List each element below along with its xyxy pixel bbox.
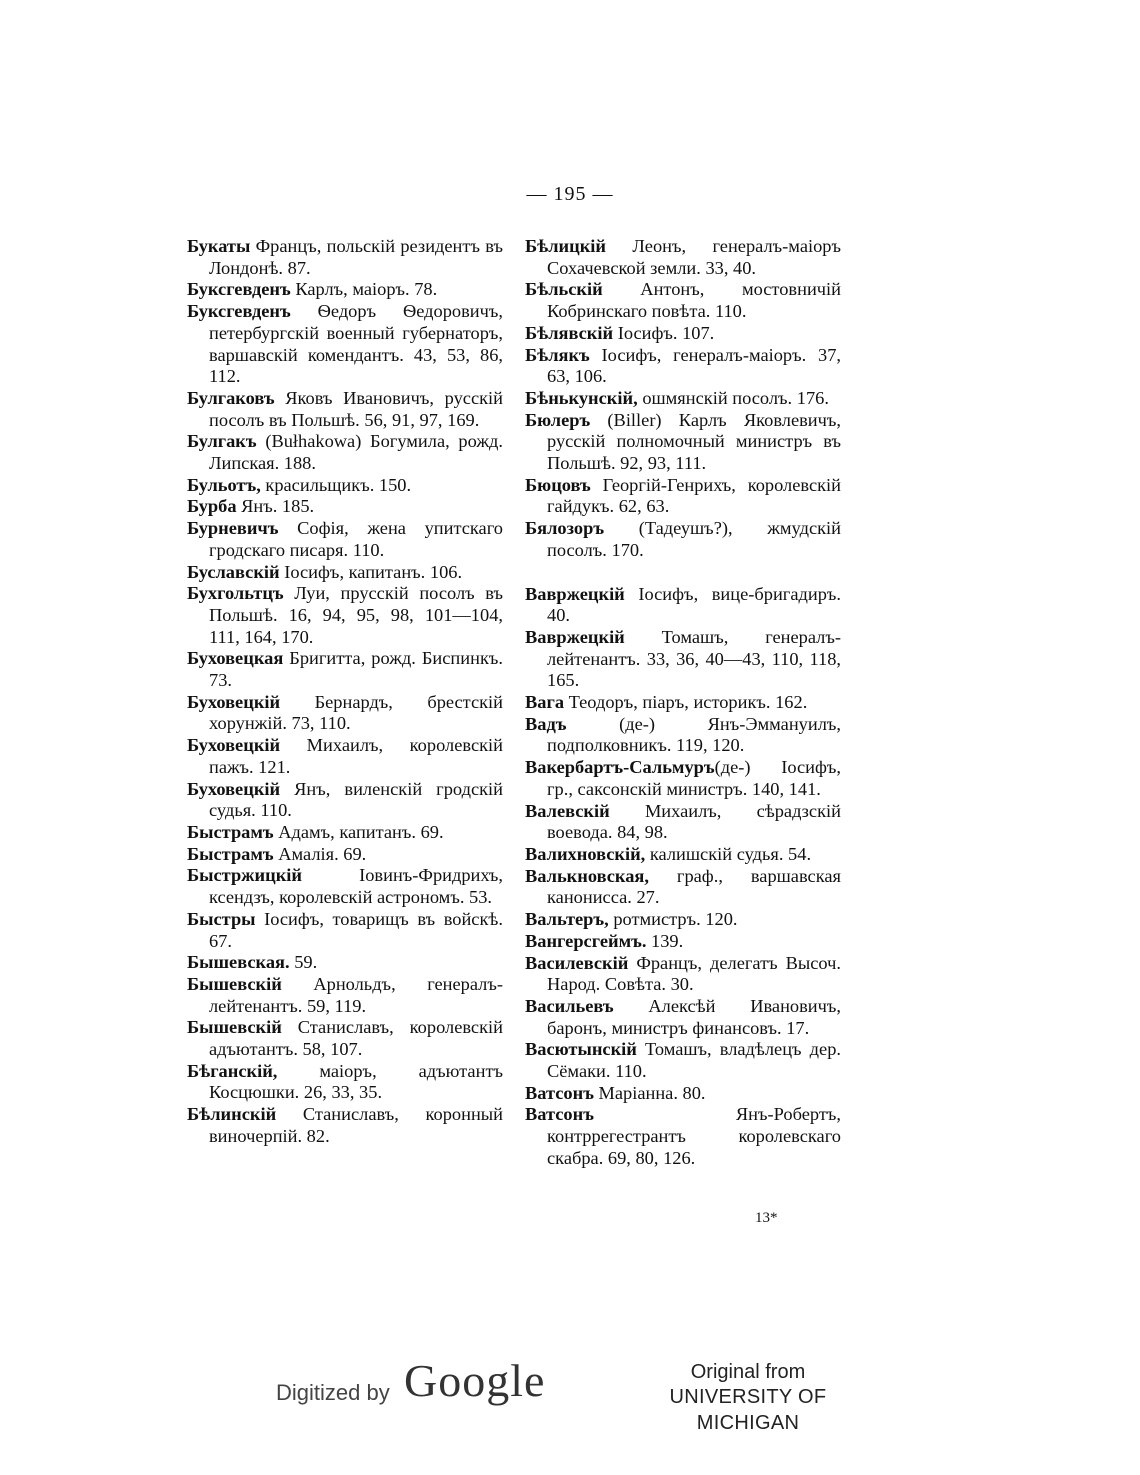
index-entry <box>187 865 503 908</box>
index-entry <box>525 757 841 800</box>
index-entry <box>187 1017 503 1060</box>
entry-headword: Бышевскій <box>187 1017 282 1038</box>
index-entry <box>187 475 503 497</box>
entry-text: Леонъ, генералъ-маіоръ Сохачевской земли. 33, 40. <box>547 236 841 278</box>
entry-headword: Бульотъ, <box>187 474 261 495</box>
entry-headword: Бышевскій <box>187 973 282 994</box>
entry-headword: Буксгевденъ <box>187 301 291 322</box>
entry-text: Іовинъ-Фридрихъ, ксендзъ, королевскій астрономъ. 53. <box>209 865 503 908</box>
entry-headword: Вальтеръ, <box>525 909 609 930</box>
entry-text: Алексѣй Ивановичъ, баронъ, министръ финансовъ. 17. <box>547 995 841 1038</box>
entry-headword: Букаты <box>187 236 251 256</box>
index-entry <box>525 323 841 345</box>
entry-text: Янъ. 185. <box>236 496 315 517</box>
index-entry <box>525 627 841 692</box>
entry-text: Янъ, виленскій гродскій судья. 110. <box>209 778 503 821</box>
entry-text: Теодоръ, піаръ, историкъ. 162. <box>564 692 808 713</box>
entry-headword: Бѣлякъ <box>525 344 590 365</box>
entry-headword: Вавржецкій <box>525 583 625 604</box>
index-entry <box>525 866 841 909</box>
entry-text: ротмистръ. 120. <box>608 909 738 930</box>
entry-text: Антонъ, мостовничій Кобринскаго повѣта. 110. <box>547 279 841 322</box>
entry-headword: Быстрамъ <box>187 843 274 864</box>
entry-headword: Ватсонъ <box>525 1082 594 1103</box>
entry-text: (де-) Янъ-Эммануилъ, подполковникъ. 119, 120. <box>547 713 841 756</box>
index-entry <box>525 475 841 518</box>
entry-headword: Бялозоръ <box>525 518 605 539</box>
index-entry <box>187 952 503 974</box>
index-entry <box>187 1061 503 1104</box>
entry-text: Бернардъ, брестскій хорунжій. 73, 110. <box>209 691 503 734</box>
entry-text: Арнольдъ, генералъ-лейтенантъ. 59, 119. <box>209 973 503 1016</box>
index-entry <box>187 822 503 844</box>
entry-text: маіоръ, адъютантъ Косцюшки. 26, 33, 35. <box>209 1060 503 1103</box>
entry-text: (Biller) Карлъ Яковлевичъ, русскій полномочный министръ въ Польшѣ. 92, 93, 111. <box>547 409 841 474</box>
index-entry <box>525 518 841 561</box>
index-entry <box>525 909 841 931</box>
index-entry <box>525 996 841 1039</box>
index-entry <box>525 236 841 279</box>
index-entry <box>187 236 503 279</box>
entry-text: Луи, прусскій посолъ въ Польшѣ. 16, 94, 95, 98, 101—104, 111, 164, 170. <box>209 583 503 647</box>
entry-headword: Бурневичъ <box>187 518 279 539</box>
index-entry <box>525 1039 841 1082</box>
index-entry <box>187 909 503 952</box>
index-entry <box>187 301 503 388</box>
entry-text: (де-) Іосифъ, гр., саксонскій министръ. 140, 141. <box>547 757 841 799</box>
google-logo: Google <box>404 1355 546 1406</box>
entry-headword: Бурба <box>187 496 237 517</box>
entry-text: Іосифъ, капитанъ. 106. <box>279 561 463 582</box>
entry-headword: Бѣлицкій <box>525 236 607 256</box>
index-entry <box>525 801 841 844</box>
entry-text: Іосифъ. 107. <box>613 322 715 343</box>
entry-headword: Васютынскій <box>525 1039 637 1060</box>
index-entry <box>525 931 841 953</box>
entry-text: Ѳедоръ Ѳедоровичъ, петербургскій военный губернаторъ, варшавскій комендантъ. 43, 53, 86, 112. <box>209 301 503 387</box>
entry-headword: Булгакъ <box>187 431 257 452</box>
entry-headword: Буксгевденъ <box>187 279 291 300</box>
index-entry <box>187 562 503 584</box>
entry-headword: Бухгольтцъ <box>187 583 284 604</box>
entry-text: Томашъ, владѣлецъ дер. Сёмаки. 110. <box>547 1039 841 1082</box>
entry-text: Карлъ, маіоръ. 78. <box>290 279 438 300</box>
entry-headword: Василевскій <box>525 952 629 973</box>
index-entry <box>187 844 503 866</box>
entry-headword: Вадъ <box>525 713 567 734</box>
entry-headword: Вангерсгеймъ. <box>525 930 647 951</box>
index-entry <box>525 844 841 866</box>
entry-headword: Ватсонъ <box>525 1104 594 1125</box>
entry-headword: Валевскій <box>525 800 610 821</box>
index-entry <box>187 518 503 561</box>
entry-text: красильщикъ. 150. <box>260 474 412 495</box>
entry-text: Францъ, делегатъ Высоч. Народ. Совѣта. 30. <box>547 952 841 995</box>
index-entry <box>525 388 841 410</box>
entry-text: Яковъ Ивановичъ, русскій посолъ въ Польшѣ. 56, 91, 97, 169. <box>209 387 503 430</box>
index-entry <box>525 714 841 757</box>
entry-headword: Быстржицкій <box>187 865 302 886</box>
entry-text: Іосифъ, генералъ-маіоръ. 37, 63, 106. <box>547 344 841 387</box>
entry-headword: Валькновская, <box>525 865 649 886</box>
index-entry <box>525 345 841 388</box>
entry-text: Адамъ, капитанъ. 69. <box>273 821 444 842</box>
entry-text: граф., варшавская канонисса. 27. <box>547 865 841 908</box>
entry-headword: Бышевская. <box>187 952 290 973</box>
institution-name: UNIVERSITY OF MICHIGAN <box>669 1386 827 1434</box>
entry-text: Маріанна. 80. <box>593 1082 706 1103</box>
index-column-left <box>187 236 503 1148</box>
page-number: — 195 — <box>526 183 614 205</box>
index-entry <box>525 410 841 475</box>
entry-text: 139. <box>646 930 684 951</box>
index-entry <box>187 583 503 648</box>
entry-headword: Бѣнькунскій, <box>525 387 638 408</box>
entry-headword: Быстры <box>187 908 256 929</box>
index-entry <box>187 1104 503 1147</box>
signature-mark: 13* <box>755 1210 778 1226</box>
original-from-watermark <box>628 1360 868 1436</box>
index-entry <box>187 496 503 518</box>
entry-headword: Буховецкая <box>187 648 284 669</box>
index-entry <box>525 692 841 714</box>
index-entry <box>187 388 503 431</box>
entry-headword: Буховецкій <box>187 691 281 712</box>
entry-text: калишскій судья. 54. <box>645 843 812 864</box>
entry-text: (Bułhakowa) Богумила, рожд. Липская. 188. <box>209 431 503 474</box>
entry-headword: Бѣльскій <box>525 279 603 300</box>
index-entry <box>187 974 503 1017</box>
entry-text: 59. <box>289 952 318 973</box>
entry-headword: Вавржецкій <box>525 626 625 647</box>
digitized-by-text: Digitized by <box>276 1380 390 1405</box>
entry-text: Іосифъ, товарищъ въ войскѣ. 67. <box>209 908 503 951</box>
entry-text: Станиславъ, коронный виночерпій. 82. <box>209 1104 503 1146</box>
original-from-text: Original from <box>690 1361 806 1383</box>
entry-headword: Буславскій <box>187 561 280 582</box>
entry-headword: Вакербартъ-Сальмуръ <box>525 757 715 778</box>
index-entry <box>187 279 503 301</box>
entry-text: Бригитта, рожд. Биспинкъ. 73. <box>209 648 503 691</box>
index-entry <box>187 735 503 778</box>
entry-headword: Бюцовъ <box>525 474 591 495</box>
entry-headword: Васильевъ <box>525 995 614 1016</box>
index-column-right <box>525 236 841 1170</box>
entry-headword: Бѣлинскій <box>187 1104 277 1125</box>
entry-text: (Тадеушъ?), жмудскій посолъ. 170. <box>547 518 841 560</box>
entry-text: Томашъ, генералъ-лейтенантъ. 33, 36, 40—43, 110, 118, 165. <box>547 626 841 691</box>
entry-headword: Бюлеръ <box>525 409 591 430</box>
index-entry <box>187 779 503 822</box>
digitized-by-google-watermark <box>276 1354 546 1414</box>
entry-text: Амалія. 69. <box>273 843 367 864</box>
entry-text: Янъ-Робертъ, контррегестрантъ королевскаго скабра. 69, 80, 126. <box>547 1104 841 1168</box>
entry-text: Михаилъ, королевскій пажъ. 121. <box>209 735 503 777</box>
index-entry <box>525 953 841 996</box>
entry-text: Михаилъ, сѣрадзскій воевода. 84, 98. <box>547 800 841 843</box>
entry-text: ошмянскій посолъ. 176. <box>637 387 829 408</box>
entry-text: Іосифъ, вице-бригадиръ. 40. <box>547 583 841 626</box>
section-gap <box>525 562 841 584</box>
entry-text: Георгій-Генрихъ, королевскій гайдукъ. 62, 63. <box>547 474 841 517</box>
entry-text: Софія, жена упитскаго гродскаго писаря. 110. <box>209 518 503 560</box>
entry-headword: Быстрамъ <box>187 821 274 842</box>
index-entry <box>187 692 503 735</box>
entry-headword: Бѣлявскій <box>525 322 614 343</box>
index-entry <box>525 1104 841 1169</box>
index-entry <box>187 648 503 691</box>
entry-headword: Буховецкій <box>187 778 281 799</box>
entry-headword: Бѣганскій, <box>187 1060 278 1081</box>
entry-headword: Булгаковъ <box>187 387 275 408</box>
index-entry <box>525 1083 841 1105</box>
entry-text: Станиславъ, королевскій адъютантъ. 58, 107. <box>209 1017 503 1060</box>
index-entry <box>187 431 503 474</box>
entry-headword: Буховецкій <box>187 735 281 756</box>
index-entry <box>525 279 841 322</box>
entry-text: Францъ, польскій резидентъ въ Лондонѣ. 87. <box>209 236 503 278</box>
index-entry <box>525 584 841 627</box>
entry-headword: Валихновскій, <box>525 843 646 864</box>
entry-headword: Вага <box>525 692 565 713</box>
